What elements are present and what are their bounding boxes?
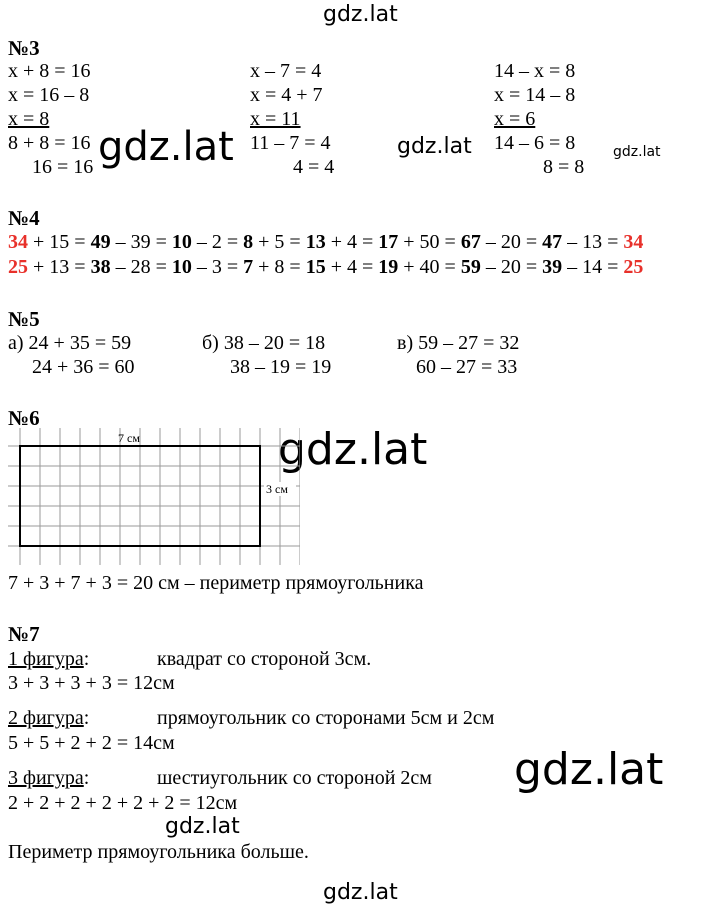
chain-endpoint: 25 bbox=[623, 256, 644, 278]
chain-value: 38 bbox=[90, 256, 111, 278]
watermark-bottom: gdz.lat bbox=[323, 880, 398, 905]
chain-value: 13 bbox=[305, 231, 326, 253]
chain-value: 8 bbox=[243, 231, 254, 253]
chain-value: 7 bbox=[243, 256, 254, 278]
figure-2-label: 2 фигура: bbox=[8, 707, 90, 729]
chain-value: 47 bbox=[542, 231, 563, 253]
chain-operation: + 13 = bbox=[28, 256, 91, 278]
task4-heading: №4 bbox=[8, 206, 40, 230]
chain-operation: – 20 = bbox=[480, 256, 543, 278]
chain-operation: + 4 = bbox=[325, 231, 379, 253]
grid-lines bbox=[8, 428, 300, 565]
watermark-task3-mid: gdz.lat bbox=[397, 134, 472, 159]
chain-value: 15 bbox=[305, 256, 326, 278]
chain-operation: – 28 = bbox=[110, 256, 172, 278]
chain-operation: + 15 = bbox=[28, 231, 91, 253]
task5-heading: №5 bbox=[8, 307, 40, 331]
task7-heading: №7 bbox=[8, 622, 40, 646]
chain-operation: – 13 = bbox=[562, 231, 624, 253]
chain-value: 10 bbox=[171, 256, 192, 278]
chain-endpoint: 34 bbox=[623, 231, 644, 253]
task3-c1-line: x = 16 – 8 bbox=[8, 84, 90, 106]
task3-c3-line: 14 – x = 8 bbox=[494, 60, 576, 82]
chain-operation: + 8 = bbox=[253, 256, 306, 278]
chain-operation: + 5 = bbox=[253, 231, 306, 253]
task5-c-line2: 60 – 27 = 33 bbox=[416, 356, 518, 378]
task3-c1-check: 8 + 8 = 16 bbox=[8, 132, 91, 154]
chain-operation: – 39 = bbox=[110, 231, 172, 253]
chain-operation: – 14 = bbox=[562, 256, 624, 278]
chain-operation: + 4 = bbox=[325, 256, 379, 278]
task3-c2-line: x – 7 = 4 bbox=[250, 60, 322, 82]
figure-2-desc: прямоугольник со сторонами 5см и 2см bbox=[157, 707, 495, 729]
watermark-task3-right: gdz.lat bbox=[613, 144, 661, 160]
task3-c2-check: 11 – 7 = 4 bbox=[250, 132, 331, 154]
watermark-task3-left: gdz.lat bbox=[98, 124, 234, 170]
figure-3-desc: шестиугольник со стороной 2см bbox=[157, 767, 432, 789]
task3-c3-check: 14 – 6 = 8 bbox=[494, 132, 576, 154]
figure-3-calc: 2 + 2 + 2 + 2 + 2 + 2 = 12см bbox=[8, 792, 238, 814]
task3-c3-line: x = 14 – 8 bbox=[494, 84, 576, 106]
rect-width-label: 7 см bbox=[118, 431, 140, 445]
grid-drawing bbox=[8, 428, 300, 565]
chain-operation: – 20 = bbox=[480, 231, 543, 253]
chain-value: 10 bbox=[171, 231, 192, 253]
rect-height-label: 3 см bbox=[266, 482, 288, 496]
task6-heading: №6 bbox=[8, 406, 40, 430]
task3-heading: №3 bbox=[8, 36, 40, 60]
watermark-bottom-left: gdz.lat bbox=[165, 814, 240, 839]
task3-c2-line: x = 4 + 7 bbox=[250, 84, 323, 106]
chain-value: 19 bbox=[378, 256, 399, 278]
chain-operation: – 3 = bbox=[191, 256, 244, 278]
chain-value: 59 bbox=[460, 256, 481, 278]
chain-operation: + 50 = bbox=[398, 231, 461, 253]
watermark-task6: gdz.lat bbox=[278, 424, 428, 475]
task5-b-line2: 38 – 19 = 19 bbox=[230, 356, 332, 378]
task3-c1-answer: x = 8 bbox=[8, 108, 50, 130]
figure-2-calc: 5 + 5 + 2 + 2 = 14см bbox=[8, 732, 175, 754]
chain-value: 49 bbox=[90, 231, 111, 253]
chain-operation: – 2 = bbox=[191, 231, 244, 253]
task5-a-line2: 24 + 36 = 60 bbox=[32, 356, 135, 378]
task4-chain-2 bbox=[8, 255, 643, 279]
chain-endpoint: 34 bbox=[8, 231, 28, 253]
task3-c3-result: 8 = 8 bbox=[543, 156, 585, 178]
task3-c2-result: 4 = 4 bbox=[293, 156, 335, 178]
chain-value: 17 bbox=[378, 231, 399, 253]
task5-c-line1: в) 59 – 27 = 32 bbox=[397, 332, 520, 354]
figure-1-label: 1 фигура: bbox=[8, 648, 90, 670]
task4-chain-1 bbox=[8, 230, 643, 254]
task3-c3-answer: x = 6 bbox=[494, 108, 536, 130]
task3-c2-answer: x = 11 bbox=[250, 108, 301, 130]
figure-1-calc: 3 + 3 + 3 + 3 = 12см bbox=[8, 672, 175, 694]
chain-endpoint: 25 bbox=[8, 256, 28, 278]
task5-b-line1: б) 38 – 20 = 18 bbox=[202, 332, 326, 354]
watermark-top: gdz.lat bbox=[323, 2, 398, 27]
task5-a-line1: а) 24 + 35 = 59 bbox=[8, 332, 132, 354]
task7-conclusion: Периметр прямоугольника больше. bbox=[8, 841, 309, 863]
chain-value: 39 bbox=[542, 256, 563, 278]
watermark-task7: gdz.lat bbox=[514, 744, 664, 795]
task6-result: 7 + 3 + 7 + 3 = 20 см – периметр прямоугольника bbox=[8, 572, 424, 594]
figure-3-label: 3 фигура: bbox=[8, 767, 90, 789]
figure-1-desc: квадрат со стороной 3см. bbox=[157, 648, 372, 670]
task3-c1-result: 16 = 16 bbox=[32, 156, 94, 178]
chain-value: 67 bbox=[460, 231, 481, 253]
task3-c1-line: x + 8 = 16 bbox=[8, 60, 91, 82]
chain-operation: + 40 = bbox=[398, 256, 461, 278]
